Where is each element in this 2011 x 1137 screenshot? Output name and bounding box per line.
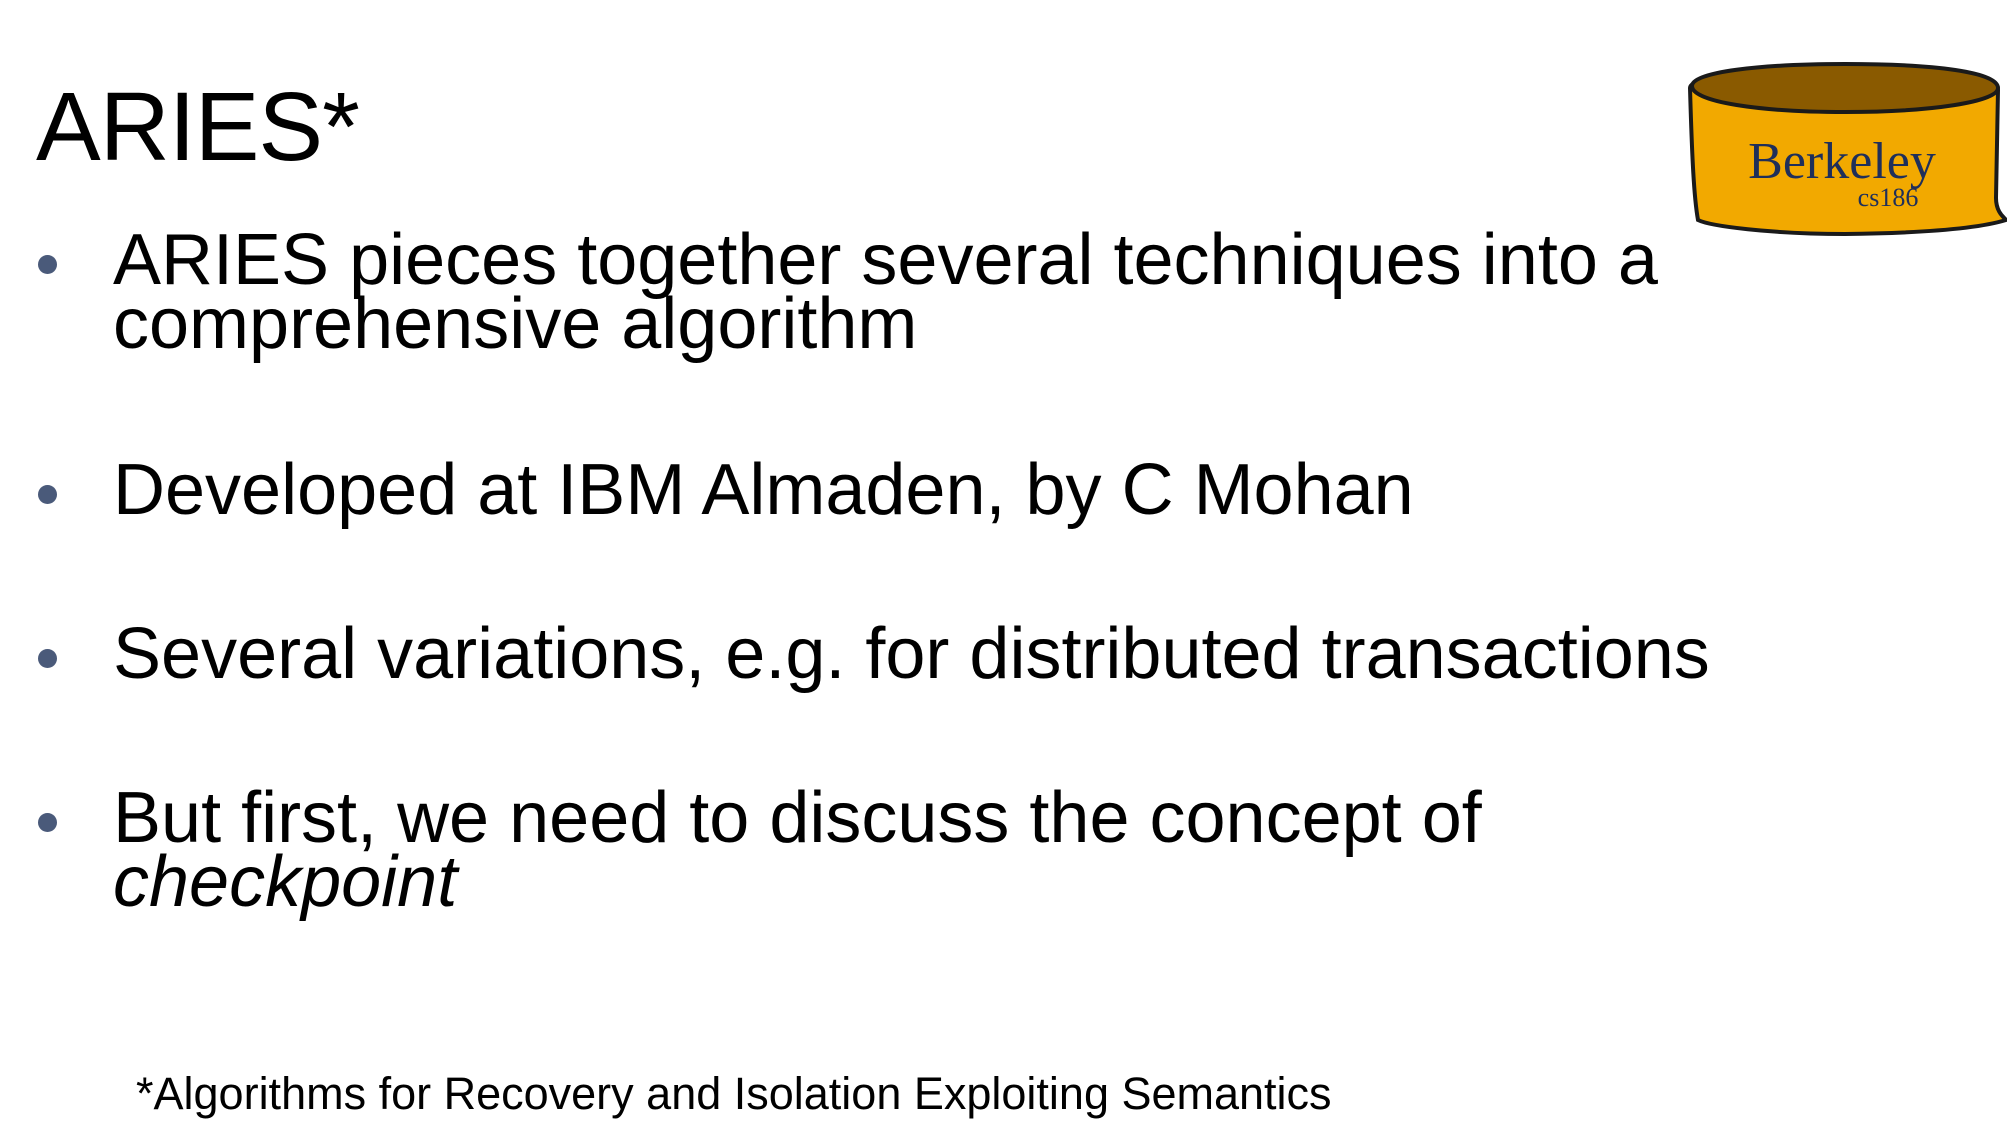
berkeley-pot-icon — [1680, 58, 2007, 238]
bullet-line: Developed at IBM Almaden, by C Mohan — [113, 450, 1414, 530]
berkeley-cs186-logo — [1680, 58, 2007, 238]
bullet-dot-icon — [38, 485, 57, 504]
bullet-dot-icon — [38, 649, 57, 668]
bullet-text — [113, 614, 1913, 694]
bullet-dot-icon — [38, 255, 57, 274]
bullet-text — [113, 220, 1913, 364]
logo-course-text: cs186 — [1857, 183, 1919, 212]
bullet-text — [113, 450, 1913, 530]
bullet-dot-icon — [38, 813, 57, 832]
bullet-line-italic — [113, 842, 1913, 922]
logo-brand-text: Berkeley — [1748, 133, 1936, 190]
slide-title: ARIES* — [36, 72, 359, 181]
bullet-line: comprehensive algorithm — [113, 284, 918, 364]
pot-rim — [1692, 64, 1998, 112]
footnote: *Algorithms for Recovery and Isolation Exploiting Semantics — [136, 1068, 1332, 1119]
bullet-text — [113, 778, 1913, 922]
bullet-line: ARIES pieces together several techniques into a — [113, 220, 1658, 300]
italic-term: checkpoint — [113, 842, 458, 922]
bullet-line: But first, we need to discuss the concept of — [113, 778, 1482, 858]
bullet-line: Several variations, e.g. for distributed transactions — [113, 614, 1710, 694]
